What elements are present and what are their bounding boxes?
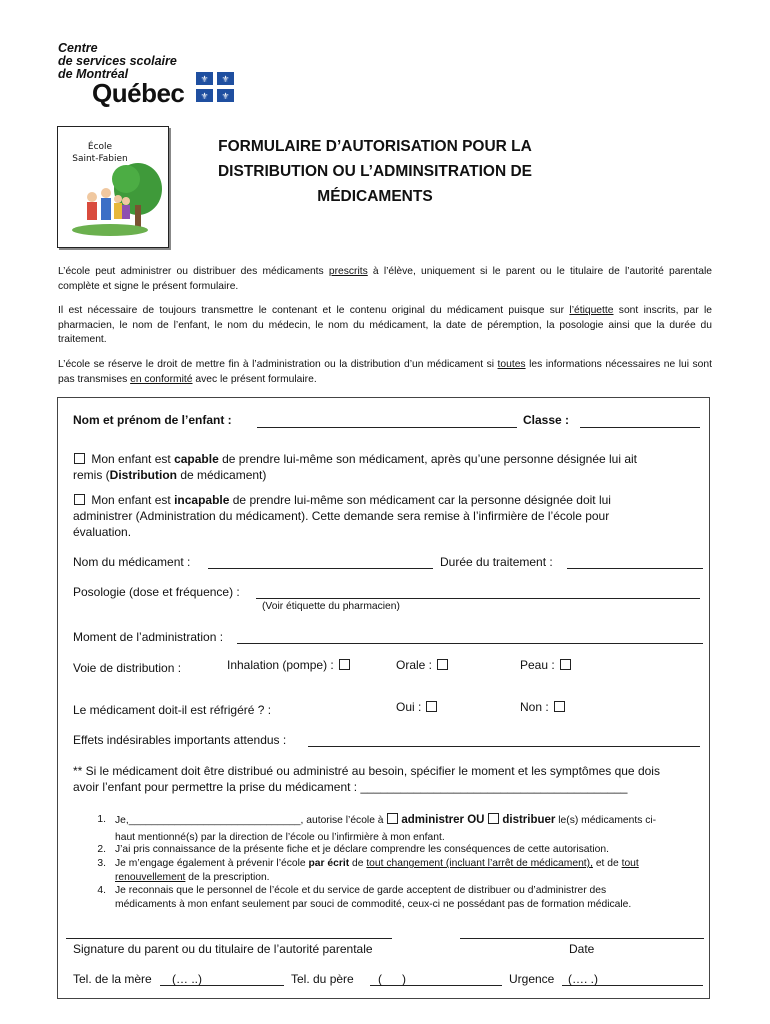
intro-paragraph-3: L’école se réserve le droit de mettre fin à l’administration ou la distribution d’un médicament si toutes les informations nécessaires ne lui sont pas transmises en conformité avec le présent formulaire. [58,359,712,385]
fridge-yes-checkbox[interactable] [426,701,437,712]
quebec-flag-icon [196,72,234,102]
child-name-label: Nom et prénom de l’enfant : [73,413,232,427]
capable-checkbox[interactable] [74,453,85,464]
route-oral: Orale : [396,657,451,673]
school-logo-text-2: Saint-Fabien [72,154,128,164]
intro-paragraph-1: L’école peut administrer ou distribuer des médicaments prescrits à l’élève, uniquement si le parent ou le titulaire de l’autorité parentale complète et signe le présent formulaire. [58,266,712,292]
date-field[interactable] [460,938,704,939]
organization-name [58,42,177,81]
child-name-field[interactable] [257,427,517,428]
class-field[interactable] [580,427,700,428]
duration-field[interactable] [567,568,703,569]
svg-text:⚜: ⚜ [200,75,209,85]
org-line-3: de Montréal [58,67,129,81]
medication-name-field[interactable] [208,568,433,569]
declaration-2: 2. J’ai pris connaissance de la présente fiche et je déclare comprendre les conséquences de cette autorisation. [97,844,609,855]
signature-label: Signature du parent ou du titulaire de l’autorité parentale [73,942,373,956]
mother-phone-label: Tel. de la mère [73,972,152,986]
org-line-1: Centre [58,41,98,55]
date-label: Date [569,942,595,956]
mother-phone-value: (… ..) [172,972,202,986]
org-line-2: de services scolaire [58,54,177,68]
duration-label: Durée du traitement : [440,555,553,569]
capable-option: Mon enfant est capable de prendre lui-même son médicament, après qu’une personne désignée lui ait remis (Distribution de médicament) [73,452,638,482]
route-inhalation: Inhalation (pompe) : [227,657,353,673]
urgent-phone-label: Urgence [509,972,555,986]
medication-name-label: Nom du médicament : [73,555,191,569]
distribute-checkbox[interactable] [488,813,499,824]
route-label: Voie de distribution : [73,661,182,675]
class-label: Classe : [523,413,570,427]
incapable-checkbox[interactable] [74,494,85,505]
inhalation-checkbox[interactable] [339,659,350,670]
route-skin: Peau : [520,657,574,673]
title-line-1: FORMULAIRE D’AUTORISATION POUR LA [218,138,532,155]
fridge-label: Le médicament doit-il est réfrigéré ? : [73,703,272,717]
page-title [210,134,540,209]
posology-label: Posologie (dose et fréquence) : [73,585,240,599]
svg-text:⚜: ⚜ [221,75,230,85]
title-line-2: DISTRIBUTION OU L’ADMINSITRATION DE [217,163,532,180]
oral-checkbox[interactable] [437,659,448,670]
side-effects-field[interactable] [308,746,700,747]
declaration-3: 3. Je m’engage également à prévenir l’école par écrit de tout changement (incluant l’arrêt de médicament), et de tout renouvellement de la prescription. [97,858,639,883]
fridge-no-checkbox[interactable] [554,701,565,712]
posology-field[interactable] [256,598,700,599]
school-logo [57,126,169,248]
moment-field[interactable] [237,643,703,644]
svg-text:⚜: ⚜ [200,92,209,102]
fridge-yes: Oui : [396,699,440,715]
incapable-option: Mon enfant est incapable de prendre lui-même son médicament car la personne désignée doit lui administrer (Administration du médicament). Cette demande sera remise à l’infirmière de l’école pour évaluation. [73,493,611,539]
signature-field[interactable] [66,938,392,939]
urgent-phone-value: (…. .) [568,972,598,986]
svg-text:⚜: ⚜ [221,92,230,102]
administer-checkbox[interactable] [387,813,398,824]
declaration-1: 1. Je,______________________________, autorise l’école à administrer OU distribuer le(s) médicaments ci- haut mentionné(s) par la direction de l’école ou l’infirmière à mon enfant. [97,814,657,843]
declaration-4: 4. Je reconnais que le personnel de l’école et du service de garde acceptent de distribuer ou d’administrer des médicaments à mon enfant seulement par souci de commodité, ceux-ci ne possédant pas de formation médicale. [97,885,632,910]
moment-label: Moment de l’administration : [73,630,224,644]
quebec-wordmark: Québec [92,78,185,108]
father-phone-label: Tel. du père [291,972,354,986]
side-effects-label: Effets indésirables importants attendus : [73,733,287,747]
skin-checkbox[interactable] [560,659,571,670]
fridge-no: Non : [520,699,568,715]
father-phone-value: ( ) [378,972,406,986]
intro-paragraph-2: Il est nécessaire de toujours transmettre le contenant et le contenu original du médicament puisque sur l’étiquette sont inscrits, par le pharmacien, le nom de l’enfant, le nom du médecin, le nom du médicament, la date de péremption, la posologie ainsi que la durée du traitement. [58,305,712,345]
as-needed-instructions: ** Si le médicament doit être distribué ou administré au besoin, spécifier le moment et les symptômes que dois avoir l’enfant pour permettre la prise du médicament : ________________________________________ [73,764,660,794]
title-line-3: MÉDICAMENTS [317,188,433,205]
posology-note: (Voir étiquette du pharmacien) [262,601,400,612]
school-logo-text-1: École [87,142,113,152]
